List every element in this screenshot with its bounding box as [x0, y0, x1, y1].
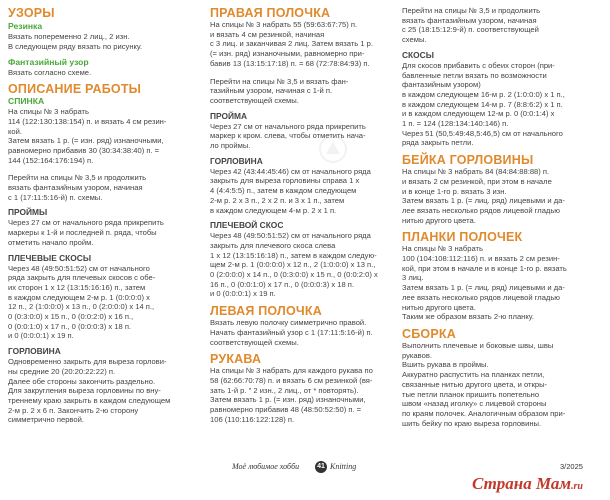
patterns-heading: УЗОРЫ: [8, 6, 55, 20]
armhole-heading: ПРОЙМЫ: [8, 207, 48, 218]
right-front-text: На спицы № 3 набрать 55 (59:63:67:75) п. и вязать 4 см резинкой, начиная с 3 лиц. и заканчивая 2 лиц. Затем вязать 1 р. (= изн. ряд) изнаночными, равномерно при- бавив 13 (13:15:17:18) п. = 68 (72:78:84:93) п.: [210, 20, 374, 68]
right-front-text-2: Перейти на спицы № 3,5 и вязать фан- тазийным узором, начиная с 1-й п. соответствующей схемы.: [210, 76, 349, 105]
rib-text-1: Вязать попеременно 2 лиц., 2 изн.: [8, 32, 130, 41]
left-front-text: Вязать левую полочку симметрично правой. Начать фантазийный узор с 1 (17:11:5:16-й) п. соответствующей схемы.: [210, 318, 373, 347]
neck-heading: ГОРЛОВИНА: [8, 346, 61, 357]
assembly-text: Выполнить плечевые и боковые швы, швы рукавов. Вшить рукава в проймы. Аккуратно распустить на планках петли, связанные нитью другого цвета, и откры- тые петли планок пришить попетельно швом «назад иголку» с лицевой стороны по краям полочек. Аналогичным образом при- шить бейку по краю выреза горловины.: [402, 340, 566, 428]
neck-text: Одновременно закрыть для выреза горлови- ны средние 20 (20:20:22:22) п. Далее обе стороны закончить раздельно. Для закругления выреза горловины по вну- треннему краю закрыть в каждом следующем 2-м р. 2 х 6 п. Закончить 2-ю сторону симметрично первой.: [8, 357, 171, 425]
placket-heading: ПЛАНКИ ПОЛОЧЕК: [402, 230, 523, 245]
sleeves-heading: РУКАВА: [210, 352, 262, 367]
column-right: [402, 6, 602, 428]
work-heading: ОПИСАНИЕ РАБОТЫ: [8, 82, 142, 97]
neckband-heading: БЕЙКА ГОРЛОВИНЫ: [402, 153, 534, 168]
assembly-heading: СБОРКА: [402, 326, 456, 341]
neckband-text: На спицы № 3 набрать 84 (84:84:88:88) п. и вязать 2 см резинкой, при этом в начале и в конце 1-го р. вязать 3 изн. Затем вязать 1 р. (= лиц. ряд) лицевыми и да- лее вязать несколько рядов лицевой гладью нитью другого цвета.: [402, 167, 565, 225]
bevels-text: Для скосов прибавить с обеих сторон (при- бавленные петли вязать по возможности фантазийным узором) в каждом следующем 16-м р. 2 (1:0:0:0) х 1 п., в каждом следующем 14-м р. 7 (8:8:6:2) х 1 п. и в каждом следующем 12-м р. 0 (0:0:1:4) х 1 п. = 124 (128:134:140:146) п. Через 51 (50,5:49:48,5:46,5) см от начального ряда закрыть петли.: [402, 60, 565, 148]
rib-heading: Резинка: [8, 21, 43, 31]
page-number-badge: 41: [315, 461, 327, 473]
rib-text-2: В следующем ряду вязать по рисунку.: [8, 41, 143, 51]
faint-background-logo: [318, 134, 348, 164]
right-front-heading: ПРАВАЯ ПОЛОЧКА: [210, 6, 331, 20]
column-left: [8, 6, 198, 425]
armhole-heading-2: ПРОЙМА: [210, 110, 248, 121]
shoulder-text: Через 48 (49:50:51:52) см от начального ряда закрыть для плечевых скосов с обе- их сторон 1 х 12 (13:15:16:16) п., затем в каждом следующем 2-м р. 1 (0:0:0:0) х 12 п., 2 (1:0:0:0) х 13 п., 0 (2:0:0:0) х 14 п., 0 (0:3:0:0) х 15 п., 0 (0:0:2:0) х 16 п., 0 (0:0:1:0) х 17 п., 0 (0:0:0:3) х 18 п. и 0 (0:0:0:1) х 19 п.: [8, 263, 156, 341]
neck-heading-2: ГОРЛОВИНА: [210, 155, 263, 166]
site-watermark: Страна Мам.ru: [472, 474, 583, 493]
placket-text: На спицы № 3 набрать 100 (104:108:112:116) п. и вязать 2 см резин- кой, при этом в начале и в конце 1-го р. вязать 3 лиц. Затем вязать 1 р. (= лиц. ряд) лицевыми и да- лее вязать несколько рядов лицевой гладью нитью другого цвета. Таким же образом вязать 2-ю планку.: [402, 244, 567, 322]
section-title: Knitting: [330, 462, 357, 471]
back-heading: СПИНКА: [8, 96, 45, 107]
sleeve-continue-text: Перейти на спицы № 3,5 и продолжить вязать фантазийным узором, начиная с 25 (18:15:12:9-й) п. соответствующей схемы.: [402, 6, 541, 45]
left-front-heading: ЛЕВАЯ ПОЛОЧКА: [210, 304, 322, 319]
shoulder-text-2: Через 48 (49:50:51:52) см от начального ряда закрыть для плечевого скоса слева 1 х 12 (13:15:16:18) п., затем в каждом следую- щем 2-м р. 1 (0:0:0:0) х 12 п., 2 (1:0:0:0) х 13 п., 0 (2:0:0:0) х 14 п., 0 (0:3:0:0) х 15 п., 0 (0:0:2:0) х 16 п., 0 (0:0:1:0) х 17 п., 0 (0:0:0:3) х 18 п. и 0 (0:0:0:1) х 19 п.: [210, 231, 378, 299]
armhole-text-2: Через 27 см от начального ряда прикрепить маркер к кром. слева, чтобы отметить нача- ло проймы.: [210, 121, 366, 151]
column-middle: [210, 6, 400, 425]
fancy-text: Вязать согласно схеме.: [8, 68, 92, 78]
shoulder-heading: ПЛЕЧЕВЫЕ СКОСЫ: [8, 252, 92, 263]
issue-number: 3/2025: [560, 462, 583, 471]
neck-text-2: Через 42 (43:44:45:46) см от начального ряда закрыть для выреза горловины справа 1 х 4 (4:4:5:5) п., затем в каждом следующем 2-м р. 2 х 3 п., 2 х 2 п. и 3 х 1 п., затем в каждом следующем 4-м р. 2 х 1 п.: [210, 166, 371, 215]
armhole-text: Через 27 см от начального ряда прикрепить маркеры к 1-й и последней п. ряда, чтобы отметить начало пройм.: [8, 218, 164, 247]
back-text-2: Перейти на спицы № 3,5 и продолжить вязать фантазийным узором, начиная с 1 (17:11:5:16-й) п. схемы.: [8, 173, 147, 202]
fancy-heading: Фантазийный узор: [8, 57, 89, 68]
sleeves-text: На спицы № 3 набрать для каждого рукава по 58 (62:66:70:78) п. и вязать 6 см резинкой (вя- зать 1-й р. " 2 изн., 2 лиц., от * повторять). Затем вязать 1 р. (= изн. ряд) изнаночными, равномерно прибавив 48 (48:50:52:50) п. = 106 (110:116:122:128) п.: [210, 366, 373, 424]
bevels-heading: СКОСЫ: [402, 49, 434, 60]
shoulder-heading-2: ПЛЕЧЕВОЙ СКОС: [210, 220, 284, 231]
magazine-title: Моё любимое хобби: [232, 462, 300, 471]
back-text: На спицы № 3 набрать 114 (122:130:138:154) п. и вязать 4 см резин- кой. Затем вязать 1 р. (= изн. ряд) изнаночными, равномерно прибавив 30 (30:34:38:40) п. = 144 (152:164:176:194) п.: [8, 107, 167, 165]
